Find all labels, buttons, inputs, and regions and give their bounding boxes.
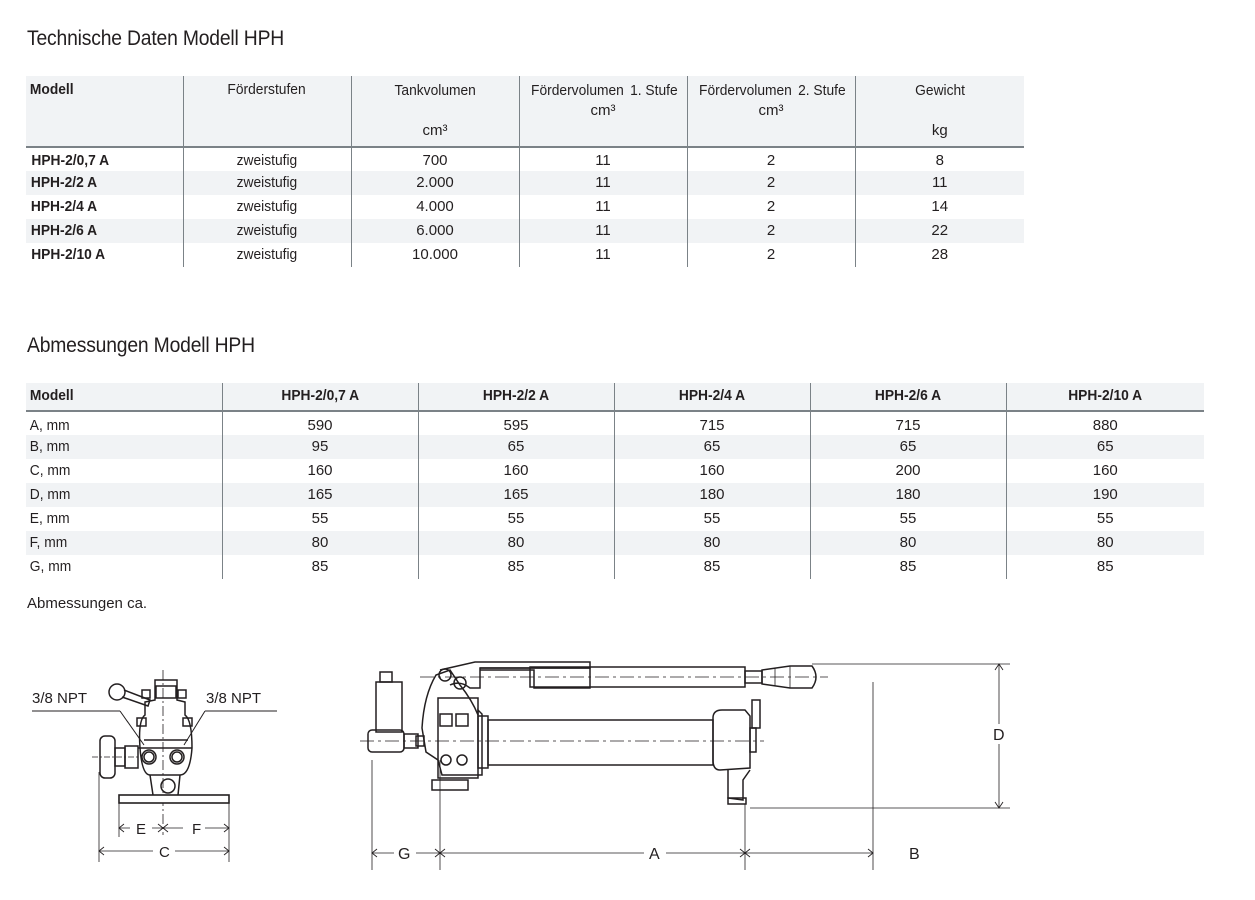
cell: zweistufig (236, 174, 298, 191)
table-row (26, 219, 1024, 243)
table-row (26, 171, 1024, 195)
cell: 8 (855, 147, 1024, 171)
table-row (26, 531, 1204, 555)
cell: 65 (1006, 435, 1204, 459)
cell: 2 (687, 147, 855, 171)
cell: 4.000 (351, 195, 519, 219)
cell: 80 (222, 531, 418, 555)
dim-c-label: C (159, 844, 170, 861)
header-model-0: HPH-2/0,7 A (222, 383, 418, 411)
dimension-label: F, mm (29, 534, 68, 551)
header-model-4: HPH-2/10 A (1006, 383, 1204, 411)
dimension-label: E, mm (29, 510, 70, 527)
cell: 11 (519, 219, 687, 243)
cell: 80 (614, 531, 810, 555)
cell: 190 (1006, 483, 1204, 507)
cell: 11 (519, 195, 687, 219)
cell: 65 (810, 435, 1006, 459)
cell: 65 (614, 435, 810, 459)
cell: 11 (855, 171, 1024, 195)
technical-data-table (26, 76, 1024, 267)
cell: 55 (810, 507, 1006, 531)
cell: 715 (810, 411, 1006, 435)
table-row (26, 195, 1024, 219)
dim-e-label: E (136, 821, 147, 838)
cell: 160 (1006, 459, 1204, 483)
header-model-3: HPH-2/6 A (810, 383, 1006, 411)
cell: 160 (418, 459, 614, 483)
dim-d-label: D (993, 727, 1005, 744)
dim-g-label: G (398, 846, 411, 863)
cell: 590 (222, 411, 418, 435)
cell: 28 (855, 243, 1024, 267)
cell: 880 (1006, 411, 1204, 435)
dimensions-table (26, 383, 1204, 579)
cell: 165 (222, 483, 418, 507)
table-row (26, 555, 1204, 579)
dim-a-label: A (649, 846, 660, 863)
cell: 2 (687, 243, 855, 267)
header-foerderstufen: Förderstufen (183, 76, 351, 147)
header-foerdervolumen-2: Fördervolumen 2. Stufe cm³ (687, 76, 855, 147)
cell: zweistufig (236, 152, 298, 169)
technical-data-title: Technische Daten Modell HPH (27, 27, 285, 50)
table-row (26, 507, 1204, 531)
dimension-label: B, mm (29, 438, 70, 455)
cell: 2 (687, 171, 855, 195)
model-name: HPH-2/2 A (30, 174, 98, 191)
front-view-drawing (20, 640, 320, 880)
model-name: HPH-2/10 A (31, 246, 106, 263)
header-modell: Modell (26, 76, 183, 147)
port-label-right: 3/8 NPT (206, 690, 262, 707)
table-row (26, 147, 1024, 171)
cell: 22 (855, 219, 1024, 243)
dim-f-label: F (192, 821, 202, 838)
cell: 200 (810, 459, 1006, 483)
header-model-1: HPH-2/2 A (418, 383, 614, 411)
cell: 180 (810, 483, 1006, 507)
header-foerdervolumen-1: Fördervolumen 1. Stufe cm³ (519, 76, 687, 147)
cell: 180 (614, 483, 810, 507)
cell: 595 (418, 411, 614, 435)
cell: 55 (222, 507, 418, 531)
cell: 65 (418, 435, 614, 459)
header-tankvolumen: Tankvolumen cm³ (351, 76, 519, 147)
cell: 85 (810, 555, 1006, 579)
cell: zweistufig (236, 222, 298, 239)
dimensions-title: Abmessungen Modell HPH (27, 334, 255, 357)
cell: 80 (418, 531, 614, 555)
cell: 85 (222, 555, 418, 579)
dimension-label: A, mm (29, 417, 70, 434)
dimension-label: C, mm (29, 462, 71, 479)
cell: 2 (687, 195, 855, 219)
cell: 11 (519, 147, 687, 171)
cell: 14 (855, 195, 1024, 219)
dimension-label: D, mm (29, 486, 71, 503)
cell: 55 (614, 507, 810, 531)
cell: 11 (519, 243, 687, 267)
cell: 715 (614, 411, 810, 435)
cell: 6.000 (351, 219, 519, 243)
cell: 95 (222, 435, 418, 459)
table-row (26, 435, 1204, 459)
cell: 700 (351, 147, 519, 171)
cell: 11 (519, 171, 687, 195)
side-view-drawing (350, 640, 1030, 880)
header-gewicht: Gewicht kg (855, 76, 1024, 147)
cell: 85 (418, 555, 614, 579)
table-row (26, 243, 1024, 267)
table-row (26, 483, 1204, 507)
cell: zweistufig (236, 246, 298, 263)
cell: 85 (1006, 555, 1204, 579)
cell: 55 (418, 507, 614, 531)
cell: 10.000 (351, 243, 519, 267)
cell: 160 (614, 459, 810, 483)
cell: 2.000 (351, 171, 519, 195)
table-row (26, 459, 1204, 483)
cell: 80 (810, 531, 1006, 555)
dim-b-label: B (909, 846, 920, 863)
header-model-2: HPH-2/4 A (614, 383, 810, 411)
model-name: HPH-2/4 A (30, 198, 98, 215)
cell: 55 (1006, 507, 1204, 531)
cell: 80 (1006, 531, 1204, 555)
model-name: HPH-2/6 A (30, 222, 98, 239)
dimensions-note: Abmessungen ca. (27, 595, 148, 612)
cell: 2 (687, 219, 855, 243)
header-modell: Modell (26, 383, 222, 411)
table-row (26, 411, 1204, 435)
cell: 85 (614, 555, 810, 579)
cell: 160 (222, 459, 418, 483)
cell: zweistufig (236, 198, 298, 215)
model-name: HPH-2/0,7 A (31, 152, 110, 169)
dimension-label: G, mm (29, 558, 72, 575)
port-label-left: 3/8 NPT (32, 690, 88, 707)
cell: 165 (418, 483, 614, 507)
